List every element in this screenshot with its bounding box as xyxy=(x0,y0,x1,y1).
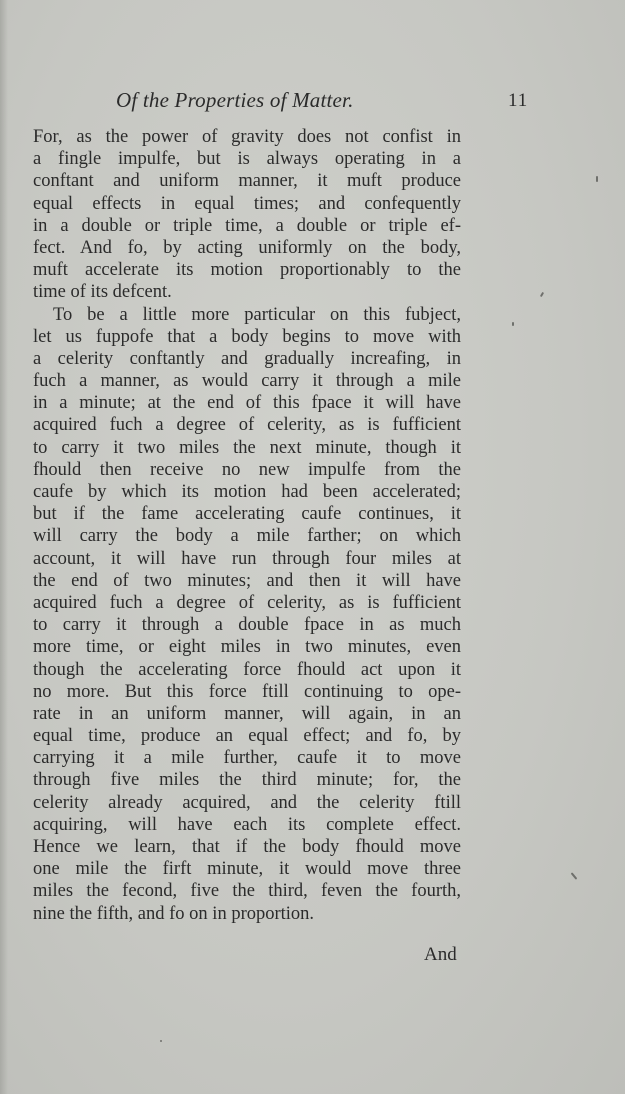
page-gutter-shadow xyxy=(0,0,8,1094)
text-line: a celerity conftantly and gradually increafing, in xyxy=(33,348,461,369)
text-line: in a double or triple time, a double or triple ef- xyxy=(33,215,461,236)
text-line: in a minute; at the end of this fpace it will have xyxy=(33,393,461,414)
paper-speck xyxy=(540,292,544,297)
paper-speck xyxy=(571,872,578,879)
text-line: conftant and uniform manner, it muft produce xyxy=(33,171,461,192)
text-line: acquiring, will have each its complete effect. xyxy=(33,814,461,835)
text-line: acquired fuch a degree of celerity, as is fufficient xyxy=(33,592,461,613)
text-line: a fingle impulfe, but is always operating in a xyxy=(33,149,461,170)
text-line: rate in an uniform manner, will again, in an xyxy=(33,703,461,724)
text-line: carrying it a mile further, caufe it to move xyxy=(33,748,461,769)
text-line: through five miles the third minute; for, the xyxy=(33,770,461,791)
text-line: to carry it through a double fpace in as much xyxy=(33,615,461,636)
text-line: account, it will have run through four miles at xyxy=(33,548,461,569)
paper-speck xyxy=(596,176,598,182)
text-line: acquired fuch a degree of celerity, as is fufficient xyxy=(33,415,461,436)
page-header xyxy=(0,88,625,118)
text-line: no more. But this force ftill continuing to ope- xyxy=(33,681,461,702)
text-line: let us fuppofe that a body begins to move with xyxy=(33,326,461,347)
paper-speck xyxy=(512,322,514,326)
page-number: 11 xyxy=(508,90,529,111)
text-line: fect. And fo, by acting uniformly on the body, xyxy=(33,237,461,258)
text-line: fuch a manner, as would carry it through a mile xyxy=(33,371,461,392)
text-line: celerity already acquired, and the celerity ftill xyxy=(33,792,461,813)
text-line: equal time, produce an equal effect; and fo, by xyxy=(33,726,461,747)
text-line: but if the fame accelerating caufe continues, it xyxy=(33,504,461,525)
text-line: Hence we learn, that if the body fhould move xyxy=(33,837,461,857)
text-line: time of its defcent. xyxy=(33,282,172,303)
text-line: more time, or eight miles in two minutes, even xyxy=(33,637,461,658)
text-line: though the accelerating force fhould act upon it xyxy=(33,659,461,680)
text-line: nine the fifth, and fo on in proportion. xyxy=(33,903,315,924)
text-line: the end of two minutes; and then it will have xyxy=(33,570,461,591)
text-line: muft accelerate its motion proportionably to the xyxy=(33,260,461,281)
text-line: miles the fecond, five the third, feven the fourth, xyxy=(33,881,461,902)
text-line: one mile the firft minute, it would move three xyxy=(33,859,461,880)
running-title: Of the Properties of Matter. xyxy=(116,88,354,112)
catchword: And xyxy=(424,944,457,965)
text-line: will carry the body a mile farther; on which xyxy=(33,526,461,547)
paper-speck xyxy=(160,1040,162,1042)
text-line: to carry it two miles the next minute, though it xyxy=(33,437,461,458)
text-line: caufe by which its motion had been accelerated; xyxy=(33,482,461,502)
text-line: For, as the power of gravity does not confist in xyxy=(33,127,461,147)
text-line: equal effects in equal times; and confequently xyxy=(33,193,461,214)
body-text xyxy=(33,126,461,925)
text-line: fhould then receive no new impulfe from the xyxy=(33,459,461,480)
text-line: To be a little more particular on this fubject, xyxy=(53,304,461,325)
